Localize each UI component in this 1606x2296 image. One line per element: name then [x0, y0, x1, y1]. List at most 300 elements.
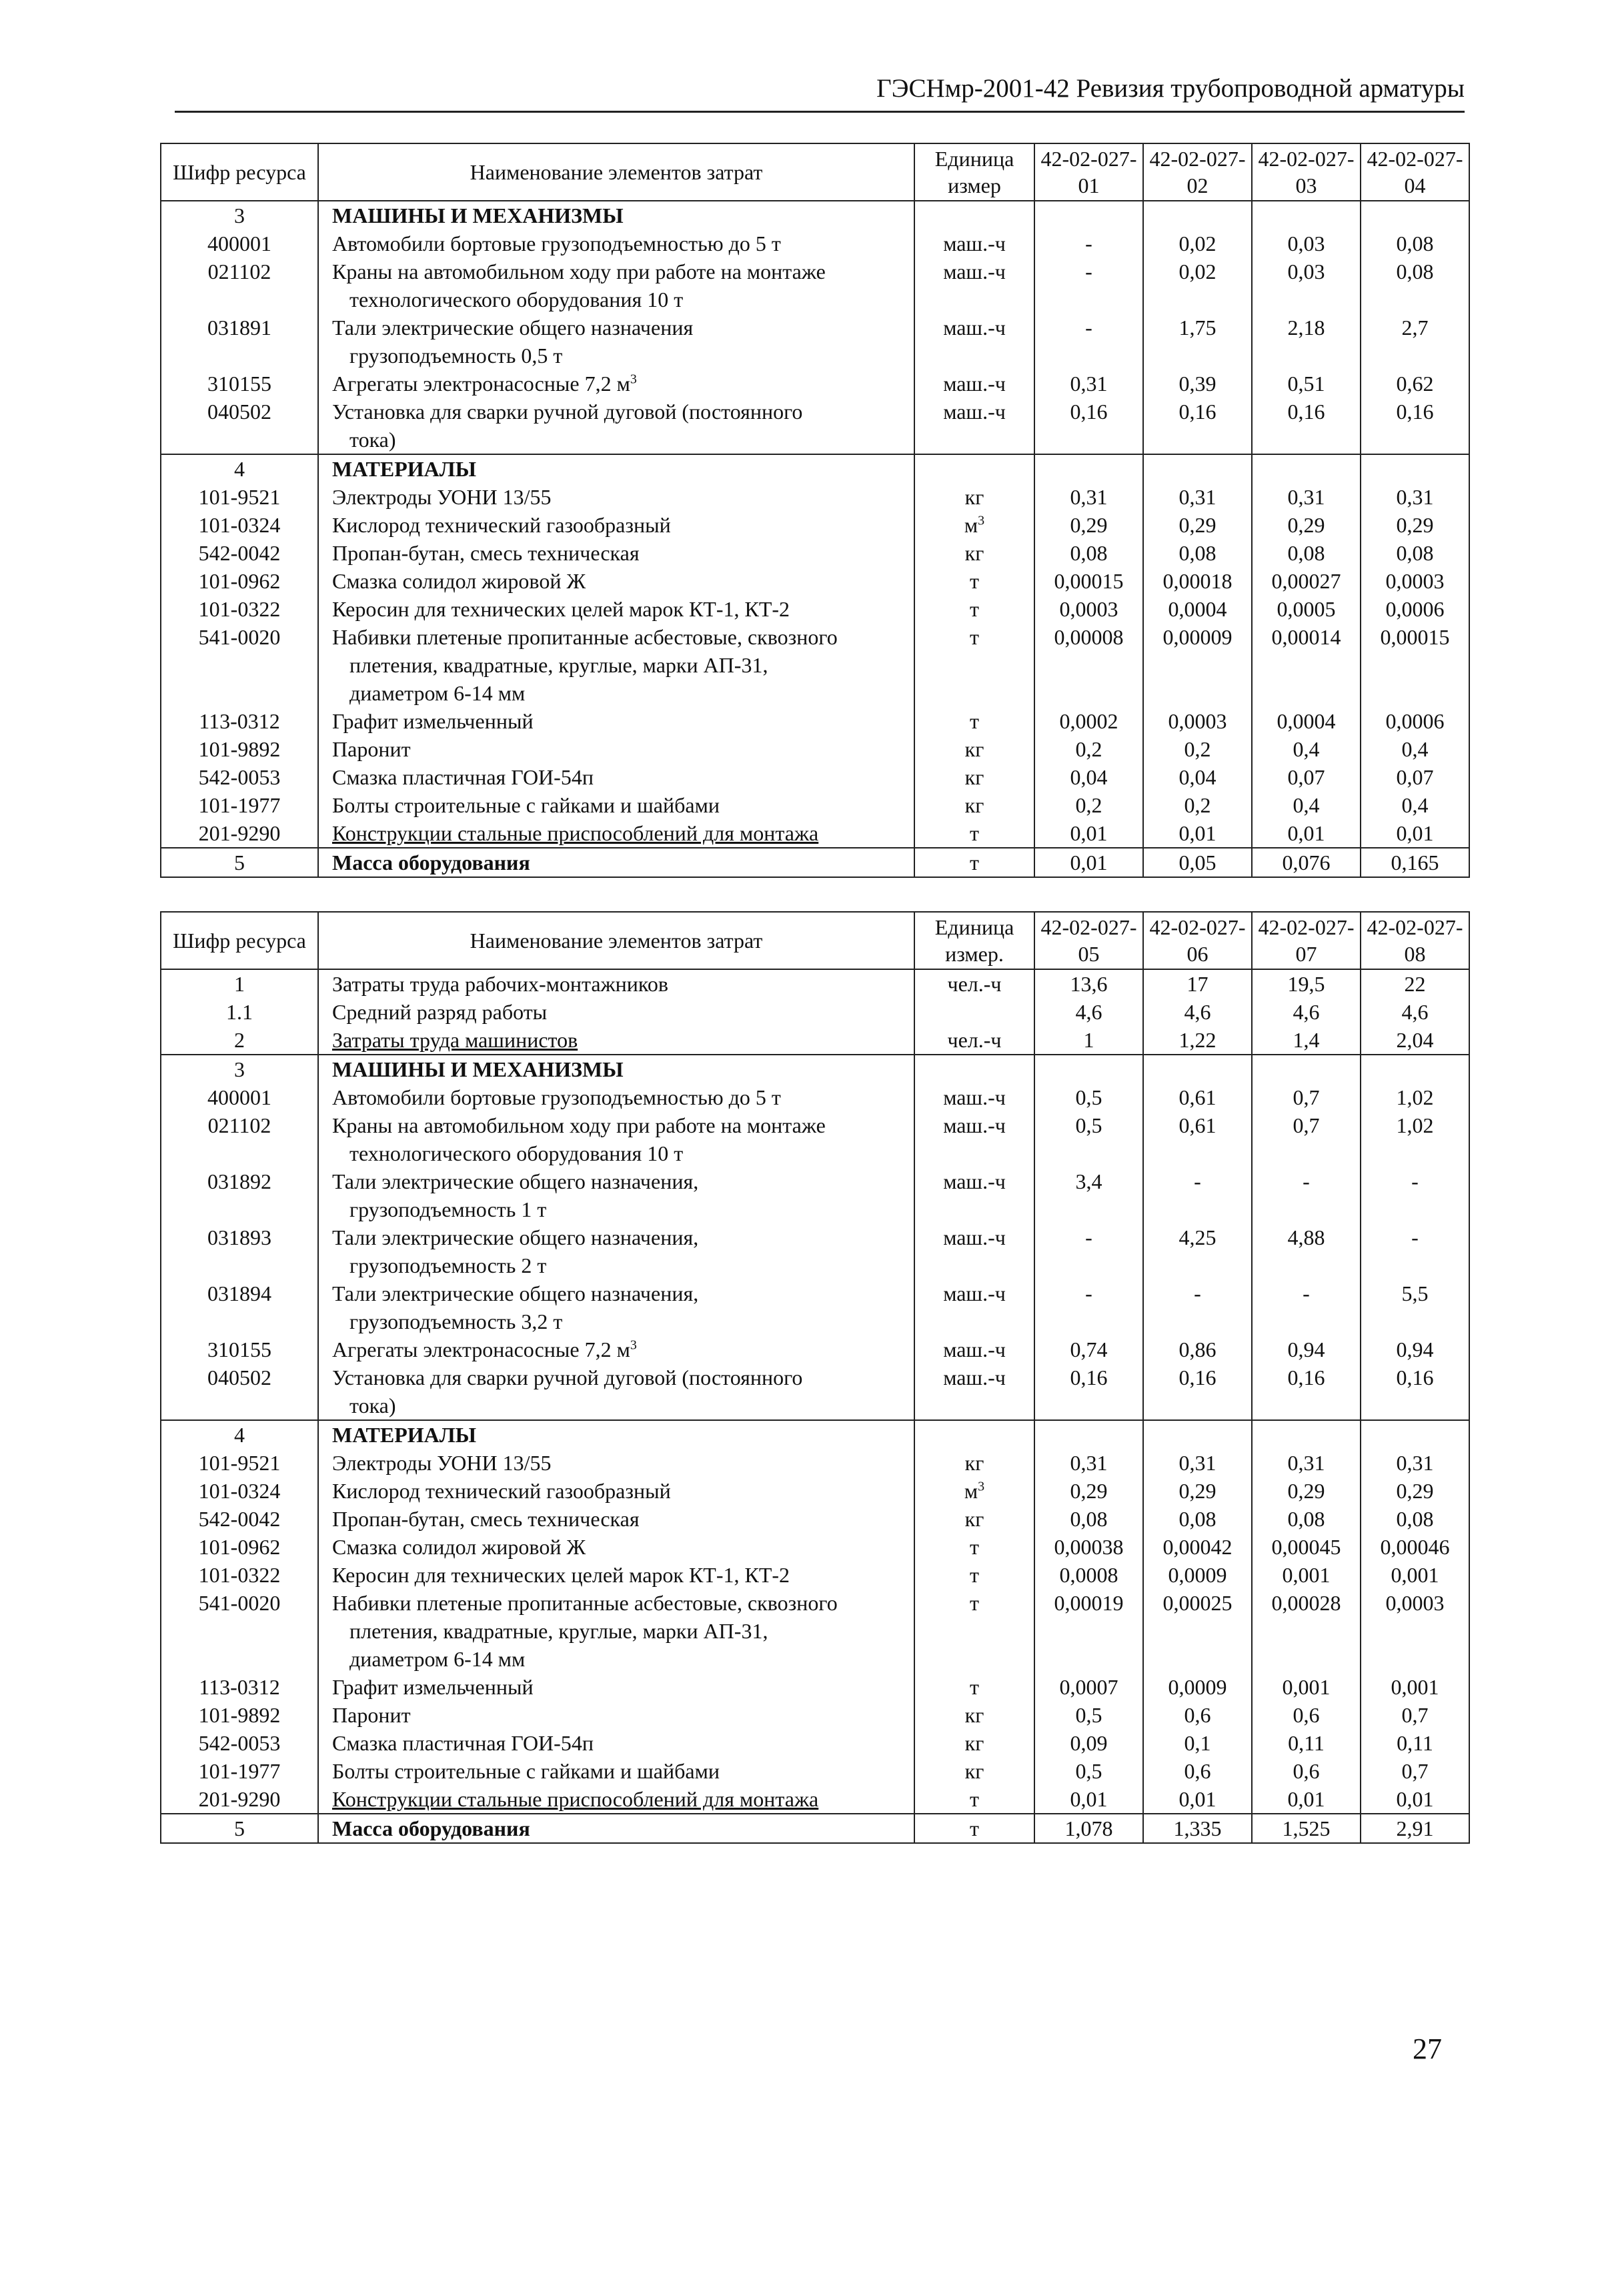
table-row	[161, 539, 1469, 567]
cost-element-name-cell	[318, 1279, 914, 1335]
unit-text: т	[970, 1787, 979, 1811]
norm-value-cell: 0,04	[1143, 763, 1252, 791]
norm-value-cell: 0,08	[1143, 539, 1252, 567]
unit-text: кг	[964, 1703, 984, 1727]
norm-value-cell: -	[1034, 314, 1143, 370]
norm-value-cell: 1,078	[1034, 1814, 1143, 1843]
norm-value-cell: 0,2	[1143, 735, 1252, 763]
resource-code-cell: 3	[161, 201, 318, 229]
norm-value-cell: -	[1034, 1223, 1143, 1279]
unit-text: т	[970, 1563, 979, 1587]
unit-cell	[914, 370, 1034, 398]
cost-element-name: Конструкции стальные приспособлений для монтажа	[332, 821, 819, 845]
cost-element-name: МАШИНЫ И МЕХАНИЗМЫ	[332, 203, 624, 227]
norm-value-cell	[1252, 1055, 1361, 1083]
norm-value-cell: 0,5	[1034, 1701, 1143, 1729]
cost-element-name-continuation	[332, 1139, 910, 1167]
norm-value-cell: 0,00009	[1143, 623, 1252, 707]
unit-text: чел.-ч	[947, 1028, 1002, 1052]
norm-value-cell: 1,22	[1143, 1026, 1252, 1055]
unit-cell	[914, 969, 1034, 998]
unit-text: маш.-ч	[943, 1085, 1006, 1109]
resource-code-cell: 101-0324	[161, 1477, 318, 1505]
norm-value-cell: 0,0004	[1143, 595, 1252, 623]
cost-element-name: МАТЕРИАЛЫ	[332, 1423, 476, 1447]
table-row	[161, 1561, 1469, 1589]
norm-value-cell: 0,2	[1143, 791, 1252, 819]
unit-superscript: 3	[978, 513, 985, 528]
norm-value-cell: 0,01	[1034, 819, 1143, 848]
norm-value-cell: 0,0003	[1361, 1589, 1469, 1673]
norm-value-cell: 0,03	[1252, 257, 1361, 314]
unit-text: т	[970, 709, 979, 733]
unit-cell	[914, 1477, 1034, 1505]
norm-value-cell	[1034, 201, 1143, 229]
norm-value-cell: 0,16	[1361, 398, 1469, 454]
norm-value-cell: 0,001	[1252, 1673, 1361, 1701]
norm-value-cell: 0,08	[1143, 1505, 1252, 1533]
resource-code-cell: 4	[161, 1420, 318, 1449]
cost-element-name: Затраты труда рабочих-монтажников	[332, 972, 668, 996]
resource-code-cell: 542-0053	[161, 1729, 318, 1757]
norm-value-cell: 0,31	[1252, 1449, 1361, 1477]
norm-value-cell: 1,335	[1143, 1814, 1252, 1843]
cost-element-name-line: грузоподъемность 0,5 т	[349, 344, 563, 368]
unit-superscript: 3	[630, 1337, 637, 1353]
norm-value-cell: 0,94	[1361, 1335, 1469, 1363]
cost-element-name-line: технологического оборудования 10 т	[349, 1141, 684, 1165]
norm-value-cell: 0,6	[1252, 1757, 1361, 1785]
norm-value-cell: 0,51	[1252, 370, 1361, 398]
column-header-name: Наименование элементов затрат	[318, 912, 914, 969]
unit-text: маш.-ч	[943, 1337, 1006, 1361]
cost-element-name-cell	[318, 1561, 914, 1589]
cost-element-name-cell	[318, 1729, 914, 1757]
cost-element-name: Керосин для технических целей марок КТ-1, КТ-2	[332, 597, 790, 621]
norm-value-cell: 2,7	[1361, 314, 1469, 370]
resource-code-cell: 101-9892	[161, 735, 318, 763]
cost-element-name-cell	[318, 511, 914, 539]
cost-element-name-line: грузоподъемность 3,2 т	[349, 1309, 563, 1333]
norm-value-cell: 0,08	[1034, 539, 1143, 567]
cost-element-name-cell	[318, 1026, 914, 1055]
unit-cell	[914, 483, 1034, 511]
resource-code-cell: 542-0042	[161, 1505, 318, 1533]
table-row	[161, 1673, 1469, 1701]
cost-element-name-continuation	[332, 1617, 910, 1645]
resource-code-cell: 113-0312	[161, 707, 318, 735]
unit-cell	[914, 1335, 1034, 1363]
norm-value-cell: 0,4	[1252, 791, 1361, 819]
norm-value-cell: 1,02	[1361, 1083, 1469, 1111]
cost-element-name: Болты строительные с гайками и шайбами	[332, 1759, 720, 1783]
unit-cell	[914, 819, 1034, 848]
column-header-norm: 42-02-027-08	[1361, 912, 1469, 969]
unit-cell	[914, 595, 1034, 623]
cost-element-name: Тали электрические общего назначения	[332, 316, 694, 340]
unit-cell	[914, 257, 1034, 314]
unit-text: т	[970, 1675, 979, 1699]
unit-cell	[914, 735, 1034, 763]
cost-element-name: Установка для сварки ручной дуговой (постоянного	[332, 1365, 803, 1389]
table-row	[161, 1420, 1469, 1449]
cost-element-name-continuation	[332, 1391, 910, 1419]
resource-code-cell: 3	[161, 1055, 318, 1083]
norm-value-cell	[1361, 1055, 1469, 1083]
resource-code-cell: 101-0962	[161, 567, 318, 595]
norm-value-cell: 0,00038	[1034, 1533, 1143, 1561]
cost-element-name-line: тока)	[349, 1393, 396, 1417]
norm-value-cell: 0,29	[1143, 1477, 1252, 1505]
column-header-name: Наименование элементов затрат	[318, 143, 914, 201]
unit-cell	[914, 1589, 1034, 1673]
column-header-unit: Единица измер.	[914, 912, 1034, 969]
unit-text: т	[970, 625, 979, 649]
unit-cell	[914, 201, 1034, 229]
cost-element-name-cell	[318, 623, 914, 707]
unit-cell	[914, 1167, 1034, 1223]
norm-value-cell: 0,00046	[1361, 1533, 1469, 1561]
table-row	[161, 257, 1469, 314]
cost-element-name-cell	[318, 483, 914, 511]
norm-value-cell: 0,7	[1252, 1111, 1361, 1167]
norm-value-cell: 4,6	[1252, 998, 1361, 1026]
table-row	[161, 1055, 1469, 1083]
norm-value-cell: 2,91	[1361, 1814, 1469, 1843]
unit-text: т	[970, 597, 979, 621]
table-row	[161, 1701, 1469, 1729]
norm-value-cell: 0,29	[1361, 1477, 1469, 1505]
table-header-row	[161, 912, 1469, 969]
unit-text: чел.-ч	[947, 972, 1002, 996]
unit-cell	[914, 1505, 1034, 1533]
norm-value-cell: 0,4	[1361, 791, 1469, 819]
norm-value-cell: 0,11	[1361, 1729, 1469, 1757]
cost-element-name: Смазка солидол жировой Ж	[332, 569, 586, 593]
resource-code-cell: 101-0322	[161, 595, 318, 623]
cost-element-name-continuation	[332, 651, 910, 679]
norm-value-cell: 0,29	[1034, 511, 1143, 539]
norm-value-cell: 0,00028	[1252, 1589, 1361, 1673]
norm-value-cell: 1	[1034, 1026, 1143, 1055]
norm-value-cell: 0,02	[1143, 229, 1252, 257]
norm-value-cell: 0,31	[1034, 1449, 1143, 1477]
cost-element-name-line: плетения, квадратные, круглые, марки АП-31,	[349, 653, 768, 677]
cost-element-name-cell	[318, 969, 914, 998]
cost-element-name: Масса оборудования	[332, 1816, 530, 1840]
norm-value-cell: 0,00019	[1034, 1589, 1143, 1673]
norm-value-cell: 0,31	[1361, 483, 1469, 511]
column-header-code: Шифр ресурса	[161, 143, 318, 201]
resource-code-cell: 040502	[161, 1363, 318, 1420]
norm-value-cell: 0,31	[1143, 1449, 1252, 1477]
unit-text: кг	[964, 541, 984, 565]
table-row	[161, 1757, 1469, 1785]
norm-value-cell: 4,6	[1143, 998, 1252, 1026]
norm-value-cell	[1143, 1055, 1252, 1083]
norm-value-cell: 0,07	[1252, 763, 1361, 791]
norm-value-cell: 0,2	[1034, 791, 1143, 819]
norm-value-cell: 0,01	[1361, 819, 1469, 848]
table-row	[161, 1785, 1469, 1814]
table-row	[161, 454, 1469, 483]
cost-element-name-cell	[318, 848, 914, 877]
norm-value-cell: 0,001	[1252, 1561, 1361, 1589]
table-header-row	[161, 143, 1469, 201]
cost-element-name: Болты строительные с гайками и шайбами	[332, 793, 720, 817]
norm-value-cell	[1361, 201, 1469, 229]
norm-value-cell: -	[1361, 1167, 1469, 1223]
cost-element-name: Паронит	[332, 1703, 411, 1727]
norm-value-cell: 0,09	[1034, 1729, 1143, 1757]
table-row	[161, 201, 1469, 229]
norm-value-cell: 0,31	[1252, 483, 1361, 511]
resource-code-cell: 021102	[161, 257, 318, 314]
norm-value-cell	[1252, 454, 1361, 483]
column-header-code: Шифр ресурса	[161, 912, 318, 969]
norm-value-cell: 0,74	[1034, 1335, 1143, 1363]
unit-text: т	[970, 569, 979, 593]
unit-text: маш.-ч	[943, 400, 1006, 424]
resource-code-cell: 201-9290	[161, 819, 318, 848]
norm-value-cell: 3,4	[1034, 1167, 1143, 1223]
norm-value-cell: 0,01	[1252, 819, 1361, 848]
unit-cell	[914, 454, 1034, 483]
norm-value-cell: -	[1361, 1223, 1469, 1279]
norm-value-cell: 0,076	[1252, 848, 1361, 877]
norm-value-cell: 0,0003	[1361, 567, 1469, 595]
cost-element-name-cell	[318, 1757, 914, 1785]
norm-value-cell: 0,16	[1361, 1363, 1469, 1420]
norm-value-cell: 0,11	[1252, 1729, 1361, 1757]
unit-cell	[914, 998, 1034, 1026]
norm-value-cell: 0,08	[1034, 1505, 1143, 1533]
unit-cell	[914, 791, 1034, 819]
norm-value-cell: 0,01	[1143, 819, 1252, 848]
cost-element-name-cell	[318, 370, 914, 398]
norm-value-cell: 0,29	[1143, 511, 1252, 539]
norm-value-cell: 0,0009	[1143, 1561, 1252, 1589]
table-row	[161, 1223, 1469, 1279]
cost-element-name-cell	[318, 1111, 914, 1167]
cost-element-name-cell	[318, 1083, 914, 1111]
cost-element-name: Графит измельченный	[332, 709, 534, 733]
resource-code-cell: 031894	[161, 1279, 318, 1335]
cost-element-name-continuation	[332, 679, 910, 707]
norm-value-cell: 0,08	[1361, 539, 1469, 567]
norm-value-cell	[1252, 1420, 1361, 1449]
cost-element-name: Агрегаты электронасосные 7,2 м	[332, 372, 630, 396]
norm-value-cell: 0,31	[1361, 1449, 1469, 1477]
norm-value-cell: 0,61	[1143, 1083, 1252, 1111]
table-row	[161, 1477, 1469, 1505]
norm-value-cell: 0,4	[1252, 735, 1361, 763]
cost-element-name-cell	[318, 1420, 914, 1449]
column-header-norm: 42-02-027-05	[1034, 912, 1143, 969]
norm-value-cell: -	[1034, 1279, 1143, 1335]
cost-element-name-cell	[318, 1055, 914, 1083]
norm-value-cell: 0,7	[1252, 1083, 1361, 1111]
cost-element-name-continuation	[332, 285, 910, 314]
table-row	[161, 1083, 1469, 1111]
norm-value-cell: -	[1143, 1279, 1252, 1335]
unit-text: маш.-ч	[943, 1225, 1006, 1249]
resource-code-cell: 1	[161, 969, 318, 998]
column-header-norm: 42-02-027-03	[1252, 143, 1361, 201]
cost-element-name-cell	[318, 1785, 914, 1814]
unit-text: маш.-ч	[943, 1281, 1006, 1305]
resource-table-1	[160, 143, 1470, 878]
unit-cell	[914, 567, 1034, 595]
resource-code-cell: 400001	[161, 229, 318, 257]
norm-value-cell: 0,0004	[1252, 707, 1361, 735]
norm-value-cell: 0,08	[1252, 1505, 1361, 1533]
norm-value-cell	[1143, 454, 1252, 483]
cost-element-name-cell	[318, 1449, 914, 1477]
norm-value-cell: 0,29	[1034, 1477, 1143, 1505]
norm-value-cell: 0,16	[1143, 1363, 1252, 1420]
cost-element-name: Тали электрические общего назначения,	[332, 1225, 699, 1249]
norm-value-cell: 0,01	[1034, 1785, 1143, 1814]
norm-value-cell: 0,03	[1252, 229, 1361, 257]
table-row	[161, 1279, 1469, 1335]
unit-cell	[914, 1363, 1034, 1420]
norm-value-cell: 0,001	[1361, 1673, 1469, 1701]
cost-element-name: Пропан-бутан, смесь техническая	[332, 541, 640, 565]
unit-text: т	[970, 1816, 979, 1840]
norm-value-cell: 0,01	[1143, 1785, 1252, 1814]
resource-code-cell: 541-0020	[161, 1589, 318, 1673]
cost-element-name-cell	[318, 1533, 914, 1561]
cost-element-name-continuation	[332, 342, 910, 370]
cost-element-name: МАШИНЫ И МЕХАНИЗМЫ	[332, 1057, 624, 1081]
norm-value-cell: 13,6	[1034, 969, 1143, 998]
norm-value-cell: 0,0006	[1361, 595, 1469, 623]
norm-value-cell: 0,00015	[1361, 623, 1469, 707]
table-row	[161, 1026, 1469, 1055]
unit-text: м	[964, 513, 978, 537]
norm-value-cell	[1361, 454, 1469, 483]
norm-value-cell: 19,5	[1252, 969, 1361, 998]
norm-value-cell: -	[1143, 1167, 1252, 1223]
cost-element-name: Смазка солидол жировой Ж	[332, 1535, 586, 1559]
cost-element-name-cell	[318, 791, 914, 819]
norm-value-cell: -	[1034, 257, 1143, 314]
norm-value-cell: 0,16	[1034, 398, 1143, 454]
column-header-norm: 42-02-027-04	[1361, 143, 1469, 201]
resource-code-cell: 031893	[161, 1223, 318, 1279]
unit-cell	[914, 1673, 1034, 1701]
cost-element-name-continuation	[332, 1195, 910, 1223]
column-header-norm: 42-02-027-06	[1143, 912, 1252, 969]
norm-value-cell: 0,00045	[1252, 1533, 1361, 1561]
unit-cell	[914, 1533, 1034, 1561]
cost-element-name: МАТЕРИАЛЫ	[332, 457, 476, 481]
resource-code-cell: 1.1	[161, 998, 318, 1026]
table-row	[161, 848, 1469, 877]
cost-element-name-cell	[318, 1505, 914, 1533]
norm-value-cell: 0,0006	[1361, 707, 1469, 735]
norm-value-cell: 0,6	[1143, 1757, 1252, 1785]
norm-value-cell: 0,0003	[1034, 595, 1143, 623]
cost-element-name: Установка для сварки ручной дуговой (постоянного	[332, 400, 803, 424]
resource-code-cell: 101-0324	[161, 511, 318, 539]
resource-code-cell: 542-0042	[161, 539, 318, 567]
unit-cell	[914, 1785, 1034, 1814]
norm-value-cell: 0,4	[1361, 735, 1469, 763]
cost-element-name-continuation	[332, 1251, 910, 1279]
unit-cell	[914, 398, 1034, 454]
resource-code-cell: 5	[161, 848, 318, 877]
cost-element-name: Электроды УОНИ 13/55	[332, 485, 552, 509]
norm-value-cell: 0,31	[1034, 483, 1143, 511]
document-title: ГЭСНмр-2001-42 Ревизия трубопроводной арматуры	[876, 74, 1465, 103]
resource-code-cell: 101-9892	[161, 1701, 318, 1729]
norm-value-cell: 0,00042	[1143, 1533, 1252, 1561]
resource-code-cell: 101-0962	[161, 1533, 318, 1561]
resource-code-cell: 5	[161, 1814, 318, 1843]
table-row	[161, 1363, 1469, 1420]
unit-text: т	[970, 821, 979, 845]
unit-text: т	[970, 850, 979, 875]
cost-element-name-cell	[318, 1477, 914, 1505]
cost-element-name-line: диаметром 6-14 мм	[349, 1647, 526, 1671]
norm-value-cell: 1,4	[1252, 1026, 1361, 1055]
resource-code-cell: 101-1977	[161, 1757, 318, 1785]
cost-element-name-cell	[318, 539, 914, 567]
cost-element-name-line: грузоподъемность 1 т	[349, 1197, 547, 1221]
page-number: 27	[1413, 2033, 1442, 2065]
norm-value-cell: 0,05	[1143, 848, 1252, 877]
cost-element-name: Набивки плетеные пропитанные асбестовые, сквозного	[332, 625, 838, 649]
cost-element-name-cell	[318, 595, 914, 623]
resource-code-cell: 400001	[161, 1083, 318, 1111]
norm-value-cell: 0,16	[1252, 1363, 1361, 1420]
table-row	[161, 735, 1469, 763]
cost-element-name: Пропан-бутан, смесь техническая	[332, 1507, 640, 1531]
norm-value-cell	[1034, 1055, 1143, 1083]
cost-element-name: Автомобили бортовые грузоподъемностью до 5 т	[332, 231, 781, 255]
cost-element-name-cell	[318, 1167, 914, 1223]
norm-value-cell: 0,86	[1143, 1335, 1252, 1363]
norm-value-cell: 0,0008	[1034, 1561, 1143, 1589]
norm-value-cell: 0,6	[1252, 1701, 1361, 1729]
column-header-norm: 42-02-027-02	[1143, 143, 1252, 201]
unit-cell	[914, 1055, 1034, 1083]
norm-value-cell	[1034, 1420, 1143, 1449]
table-row	[161, 1533, 1469, 1561]
norm-value-cell: 0,7	[1361, 1757, 1469, 1785]
unit-text: маш.-ч	[943, 231, 1006, 255]
cost-element-name-cell	[318, 314, 914, 370]
norm-value-cell: 0,00015	[1034, 567, 1143, 595]
cost-element-name-line: диаметром 6-14 мм	[349, 681, 526, 705]
table-row	[161, 314, 1469, 370]
document-header	[175, 71, 1465, 113]
norm-value-cell: 0,94	[1252, 1335, 1361, 1363]
cost-element-name-cell	[318, 735, 914, 763]
unit-cell	[914, 1279, 1034, 1335]
cost-element-name-cell	[318, 1701, 914, 1729]
norm-value-cell: 22	[1361, 969, 1469, 998]
unit-text: м	[964, 1479, 978, 1503]
norm-value-cell: 0,01	[1252, 1785, 1361, 1814]
cost-element-name: Краны на автомобильном ходу при работе на монтаже	[332, 259, 826, 283]
unit-cell	[914, 848, 1034, 877]
norm-value-cell: 0,16	[1034, 1363, 1143, 1420]
norm-value-cell: 0,04	[1034, 763, 1143, 791]
norm-value-cell: 0,7	[1361, 1701, 1469, 1729]
